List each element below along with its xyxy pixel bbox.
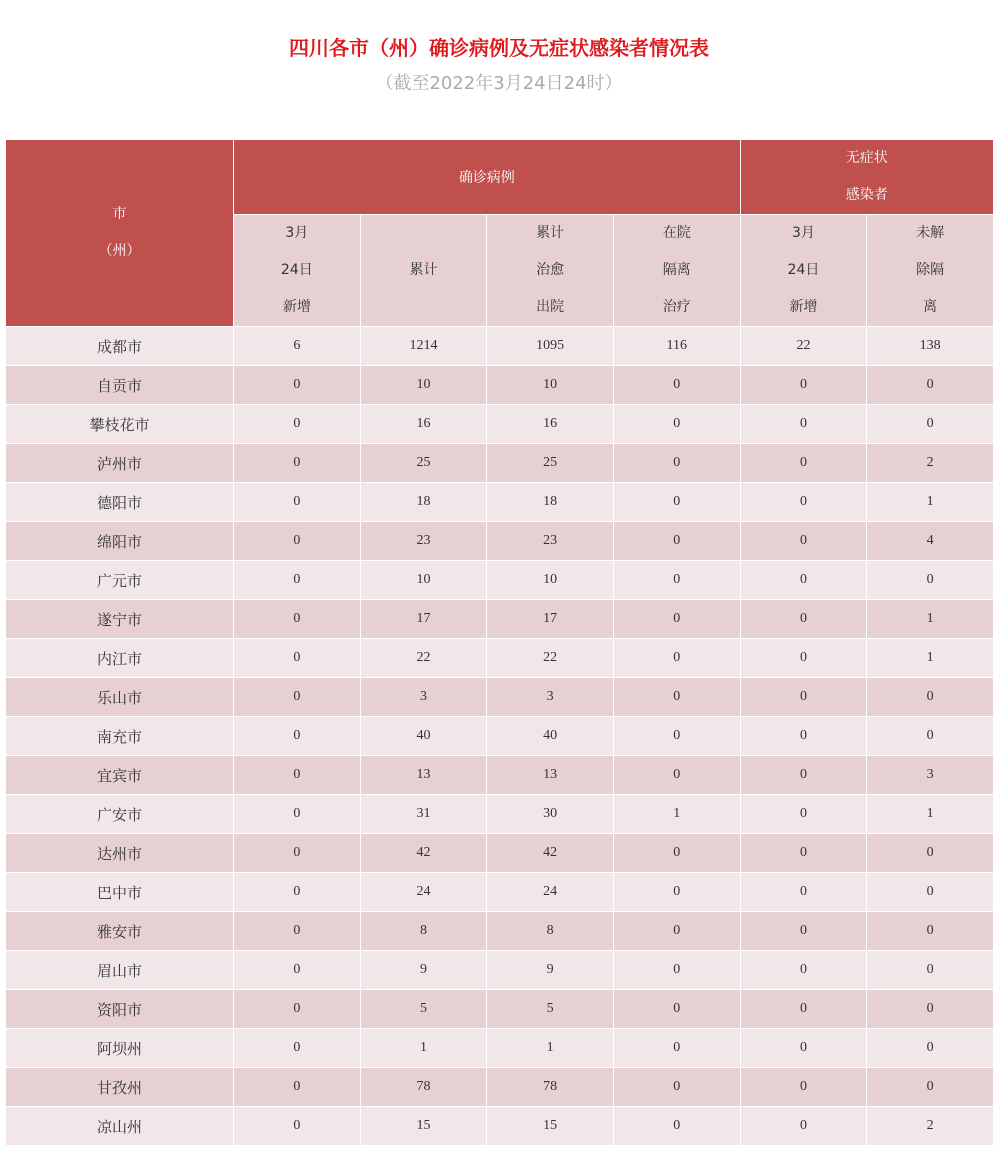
value-cell: 0 — [234, 990, 361, 1029]
value-cell: 24 — [360, 873, 487, 912]
city-cell: 泸州市 — [6, 444, 234, 483]
value-cell: 0 — [740, 834, 867, 873]
value-cell: 0 — [740, 444, 867, 483]
value-cell: 0 — [234, 795, 361, 834]
page-subtitle: （截至2022年3月24日24时） — [375, 73, 623, 94]
value-cell: 0 — [613, 834, 740, 873]
value-cell: 0 — [613, 444, 740, 483]
city-cell: 绵阳市 — [6, 522, 234, 561]
value-cell: 0 — [867, 1068, 994, 1107]
value-cell: 0 — [867, 678, 994, 717]
value-cell: 0 — [867, 990, 994, 1029]
value-cell: 23 — [360, 522, 487, 561]
value-cell: 0 — [740, 756, 867, 795]
sub-header-line: 治愈 — [536, 262, 565, 278]
value-cell: 0 — [740, 912, 867, 951]
value-cell: 0 — [740, 951, 867, 990]
table-row — [6, 444, 994, 483]
value-cell: 0 — [867, 834, 994, 873]
table-row — [6, 1068, 994, 1107]
value-cell: 0 — [740, 522, 867, 561]
table-row — [6, 912, 994, 951]
value-cell: 0 — [613, 405, 740, 444]
value-cell: 3 — [867, 756, 994, 795]
header-asymptomatic-group — [740, 140, 993, 215]
sub-header-line: 新增 — [282, 299, 311, 315]
value-cell: 0 — [234, 912, 361, 951]
city-cell: 攀枝花市 — [6, 405, 234, 444]
value-cell: 0 — [613, 366, 740, 405]
city-cell: 遂宁市 — [6, 600, 234, 639]
sub-header-line: 隔离 — [662, 262, 691, 278]
table-row — [6, 873, 994, 912]
sub-header-line: 除隔 — [916, 262, 945, 278]
value-cell: 9 — [487, 951, 614, 990]
value-cell: 0 — [613, 717, 740, 756]
value-cell: 0 — [613, 522, 740, 561]
page-title: 四川各市（州）确诊病例及无症状感染者情况表 — [289, 36, 709, 60]
value-cell: 1 — [867, 600, 994, 639]
value-cell: 0 — [234, 639, 361, 678]
header-asymptomatic-line-2: 感染者 — [845, 187, 888, 203]
value-cell: 2 — [867, 444, 994, 483]
city-cell: 宜宾市 — [6, 756, 234, 795]
sub-header-line: 24日 — [787, 262, 820, 278]
value-cell: 0 — [234, 834, 361, 873]
value-cell: 1 — [360, 1029, 487, 1068]
value-cell: 138 — [867, 327, 994, 366]
header-row-top — [6, 140, 994, 215]
header-city-line-1: 市 — [112, 206, 127, 222]
value-cell: 0 — [613, 561, 740, 600]
value-cell: 0 — [234, 366, 361, 405]
value-cell: 0 — [234, 951, 361, 990]
value-cell: 13 — [487, 756, 614, 795]
city-cell: 达州市 — [6, 834, 234, 873]
value-cell: 0 — [234, 1068, 361, 1107]
value-cell: 0 — [234, 756, 361, 795]
value-cell: 0 — [234, 561, 361, 600]
value-cell: 0 — [740, 678, 867, 717]
city-cell: 雅安市 — [6, 912, 234, 951]
table-row — [6, 795, 994, 834]
header-asymptomatic-line-1: 无症状 — [845, 150, 888, 166]
header-confirmed-group: 确诊病例 — [234, 140, 741, 215]
value-cell: 78 — [487, 1068, 614, 1107]
value-cell: 5 — [360, 990, 487, 1029]
value-cell: 8 — [360, 912, 487, 951]
value-cell: 0 — [234, 678, 361, 717]
value-cell: 0 — [613, 483, 740, 522]
value-cell: 0 — [867, 561, 994, 600]
sub-header-2 — [487, 215, 614, 327]
city-cell: 甘孜州 — [6, 1068, 234, 1107]
value-cell: 0 — [740, 873, 867, 912]
value-cell: 31 — [360, 795, 487, 834]
value-cell: 42 — [360, 834, 487, 873]
sub-header-4 — [740, 215, 867, 327]
city-cell: 巴中市 — [6, 873, 234, 912]
value-cell: 0 — [740, 990, 867, 1029]
value-cell: 24 — [487, 873, 614, 912]
value-cell: 5 — [487, 990, 614, 1029]
table-row — [6, 1029, 994, 1068]
table-row — [6, 717, 994, 756]
value-cell: 0 — [740, 483, 867, 522]
city-cell: 乐山市 — [6, 678, 234, 717]
value-cell: 23 — [487, 522, 614, 561]
value-cell: 0 — [613, 639, 740, 678]
sub-header-3 — [613, 215, 740, 327]
table-row — [6, 327, 994, 366]
value-cell: 1 — [613, 795, 740, 834]
city-cell: 眉山市 — [6, 951, 234, 990]
table-row — [6, 600, 994, 639]
value-cell: 4 — [867, 522, 994, 561]
table-row — [6, 990, 994, 1029]
value-cell: 0 — [234, 444, 361, 483]
table-row — [6, 678, 994, 717]
value-cell: 0 — [613, 912, 740, 951]
sub-header-0 — [234, 215, 361, 327]
value-cell: 1 — [867, 483, 994, 522]
sub-header-line: 离 — [923, 299, 938, 315]
city-cell: 广元市 — [6, 561, 234, 600]
value-cell: 1 — [867, 795, 994, 834]
value-cell: 10 — [487, 366, 614, 405]
value-cell: 42 — [487, 834, 614, 873]
value-cell: 3 — [360, 678, 487, 717]
value-cell: 1 — [487, 1029, 614, 1068]
sub-header-1 — [360, 215, 487, 327]
value-cell: 0 — [867, 405, 994, 444]
value-cell: 0 — [613, 600, 740, 639]
value-cell: 16 — [487, 405, 614, 444]
value-cell: 1 — [867, 639, 994, 678]
sub-header-line: 3月 — [791, 225, 815, 241]
value-cell: 0 — [867, 1029, 994, 1068]
city-cell: 资阳市 — [6, 990, 234, 1029]
value-cell: 0 — [867, 717, 994, 756]
value-cell: 0 — [234, 1107, 361, 1146]
value-cell: 78 — [360, 1068, 487, 1107]
table-row — [6, 639, 994, 678]
value-cell: 0 — [740, 1107, 867, 1146]
sub-header-line: 新增 — [789, 299, 818, 315]
value-cell: 2 — [867, 1107, 994, 1146]
value-cell: 0 — [613, 951, 740, 990]
value-cell: 0 — [613, 1029, 740, 1068]
value-cell: 0 — [613, 1107, 740, 1146]
sub-header-line: 出院 — [536, 299, 565, 315]
value-cell: 17 — [360, 600, 487, 639]
value-cell: 40 — [360, 717, 487, 756]
value-cell: 0 — [740, 366, 867, 405]
value-cell: 9 — [360, 951, 487, 990]
value-cell: 18 — [360, 483, 487, 522]
value-cell: 1214 — [360, 327, 487, 366]
value-cell: 25 — [487, 444, 614, 483]
table-row — [6, 522, 994, 561]
value-cell: 10 — [360, 366, 487, 405]
value-cell: 22 — [487, 639, 614, 678]
value-cell: 3 — [487, 678, 614, 717]
value-cell: 10 — [360, 561, 487, 600]
value-cell: 0 — [740, 561, 867, 600]
value-cell: 0 — [740, 1068, 867, 1107]
value-cell: 10 — [487, 561, 614, 600]
value-cell: 22 — [740, 327, 867, 366]
value-cell: 0 — [234, 405, 361, 444]
sub-header-5 — [867, 215, 994, 327]
city-cell: 南充市 — [6, 717, 234, 756]
value-cell: 0 — [613, 756, 740, 795]
city-cell: 内江市 — [6, 639, 234, 678]
value-cell: 0 — [613, 873, 740, 912]
value-cell: 0 — [234, 600, 361, 639]
table-row — [6, 951, 994, 990]
value-cell: 0 — [740, 717, 867, 756]
table-row — [6, 756, 994, 795]
value-cell: 0 — [613, 1068, 740, 1107]
value-cell: 0 — [234, 1029, 361, 1068]
city-cell: 德阳市 — [6, 483, 234, 522]
table-row — [6, 483, 994, 522]
value-cell: 22 — [360, 639, 487, 678]
value-cell: 8 — [487, 912, 614, 951]
value-cell: 0 — [740, 639, 867, 678]
value-cell: 0 — [234, 717, 361, 756]
value-cell: 0 — [867, 951, 994, 990]
value-cell: 25 — [360, 444, 487, 483]
value-cell: 1095 — [487, 327, 614, 366]
value-cell: 15 — [487, 1107, 614, 1146]
city-cell: 广安市 — [6, 795, 234, 834]
value-cell: 0 — [234, 522, 361, 561]
value-cell: 0 — [867, 366, 994, 405]
table-row — [6, 561, 994, 600]
city-cell: 自贡市 — [6, 366, 234, 405]
value-cell: 13 — [360, 756, 487, 795]
city-cell: 凉山州 — [6, 1107, 234, 1146]
value-cell: 0 — [740, 600, 867, 639]
value-cell: 0 — [613, 678, 740, 717]
table-row — [6, 834, 994, 873]
table-body — [6, 327, 994, 1146]
sub-header-line: 未解 — [916, 225, 945, 241]
table-row — [6, 366, 994, 405]
value-cell: 116 — [613, 327, 740, 366]
value-cell: 17 — [487, 600, 614, 639]
value-cell: 6 — [234, 327, 361, 366]
sub-header-line: 治疗 — [662, 299, 691, 315]
sub-header-line: 3月 — [285, 225, 309, 241]
city-cell: 阿坝州 — [6, 1029, 234, 1068]
header-city-line-2: （州） — [98, 243, 141, 259]
table-row — [6, 1107, 994, 1146]
case-table — [5, 139, 994, 1146]
value-cell: 40 — [487, 717, 614, 756]
value-cell: 0 — [740, 405, 867, 444]
sub-header-line: 累计 — [409, 262, 438, 278]
value-cell: 0 — [740, 795, 867, 834]
value-cell: 0 — [234, 873, 361, 912]
value-cell: 0 — [740, 1029, 867, 1068]
value-cell: 15 — [360, 1107, 487, 1146]
value-cell: 0 — [234, 483, 361, 522]
value-cell: 30 — [487, 795, 614, 834]
header-city — [6, 140, 234, 327]
sub-header-line: 24日 — [280, 262, 313, 278]
city-cell: 成都市 — [6, 327, 234, 366]
value-cell: 0 — [867, 912, 994, 951]
value-cell: 16 — [360, 405, 487, 444]
value-cell: 0 — [613, 990, 740, 1029]
sub-header-line: 在院 — [662, 225, 691, 241]
table-row — [6, 405, 994, 444]
value-cell: 18 — [487, 483, 614, 522]
value-cell: 0 — [867, 873, 994, 912]
sub-header-line: 累计 — [536, 225, 565, 241]
